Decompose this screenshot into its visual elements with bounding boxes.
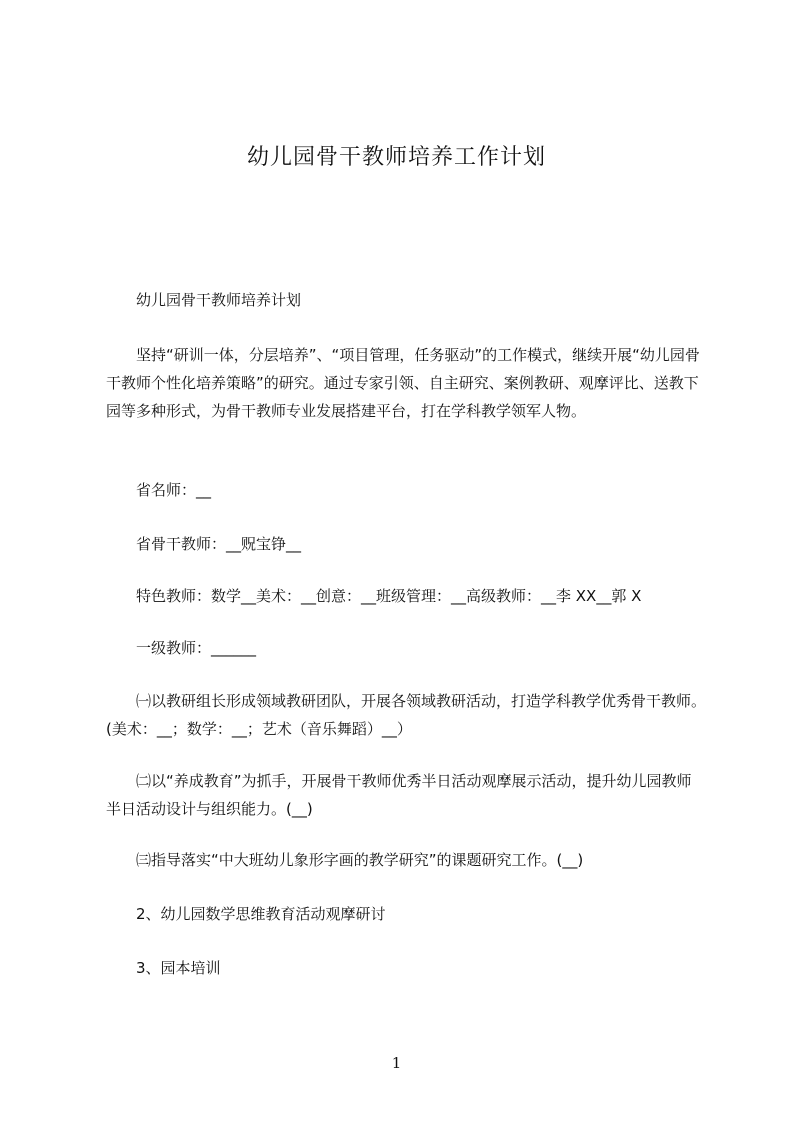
special-teachers-line: 特色教师：数学__美术：__创意：__班级管理：__高级教师：__李 XX__郭 X <box>136 587 642 605</box>
document-title: 幼儿园骨干教师培养工作计划 <box>246 145 546 170</box>
provincial-backbone-line: 省骨干教师：__贶宝铮__ <box>136 535 302 553</box>
provincial-master-line: 省名师：__ <box>136 481 212 499</box>
item-3-paragraph: ㈢指导落实“中大班幼儿象形字画的教学研究”的课题研究工作。(__) <box>136 851 584 869</box>
item-1-paragraph: ㈠以教研组长形成领域教研团队，开展各领域教研活动，打造学科教学优秀骨干教师。(美术：__；数学：__；艺术（音乐舞蹈）__） <box>106 692 707 738</box>
item-4-heading: 2、幼儿园数学思维教育活动观摩研讨 <box>136 905 386 923</box>
item-5-heading: 3、园本培训 <box>136 959 221 977</box>
page-number: 1 <box>391 1054 402 1072</box>
document-subtitle: 幼儿园骨干教师培养计划 <box>136 291 302 309</box>
intro-paragraph: 坚持“研训一体，分层培养”、“项目管理，任务驱动”的工作模式，继续开展“幼儿园骨干教师个性化培养策略”的研究。通过专家引领、自主研究、案例教研、观摩评比、送教下园等多种形式，为骨干教师专业发展搭建平台，打在学科教学领军人物。 <box>106 346 700 420</box>
item-2-paragraph: ㈡以“养成教育”为抓手，开展骨干教师优秀半日活动观摩展示活动，提升幼儿园教师半日活动设计与组织能力。(__) <box>106 772 692 818</box>
first-level-line: 一级教师：______ <box>136 639 257 657</box>
